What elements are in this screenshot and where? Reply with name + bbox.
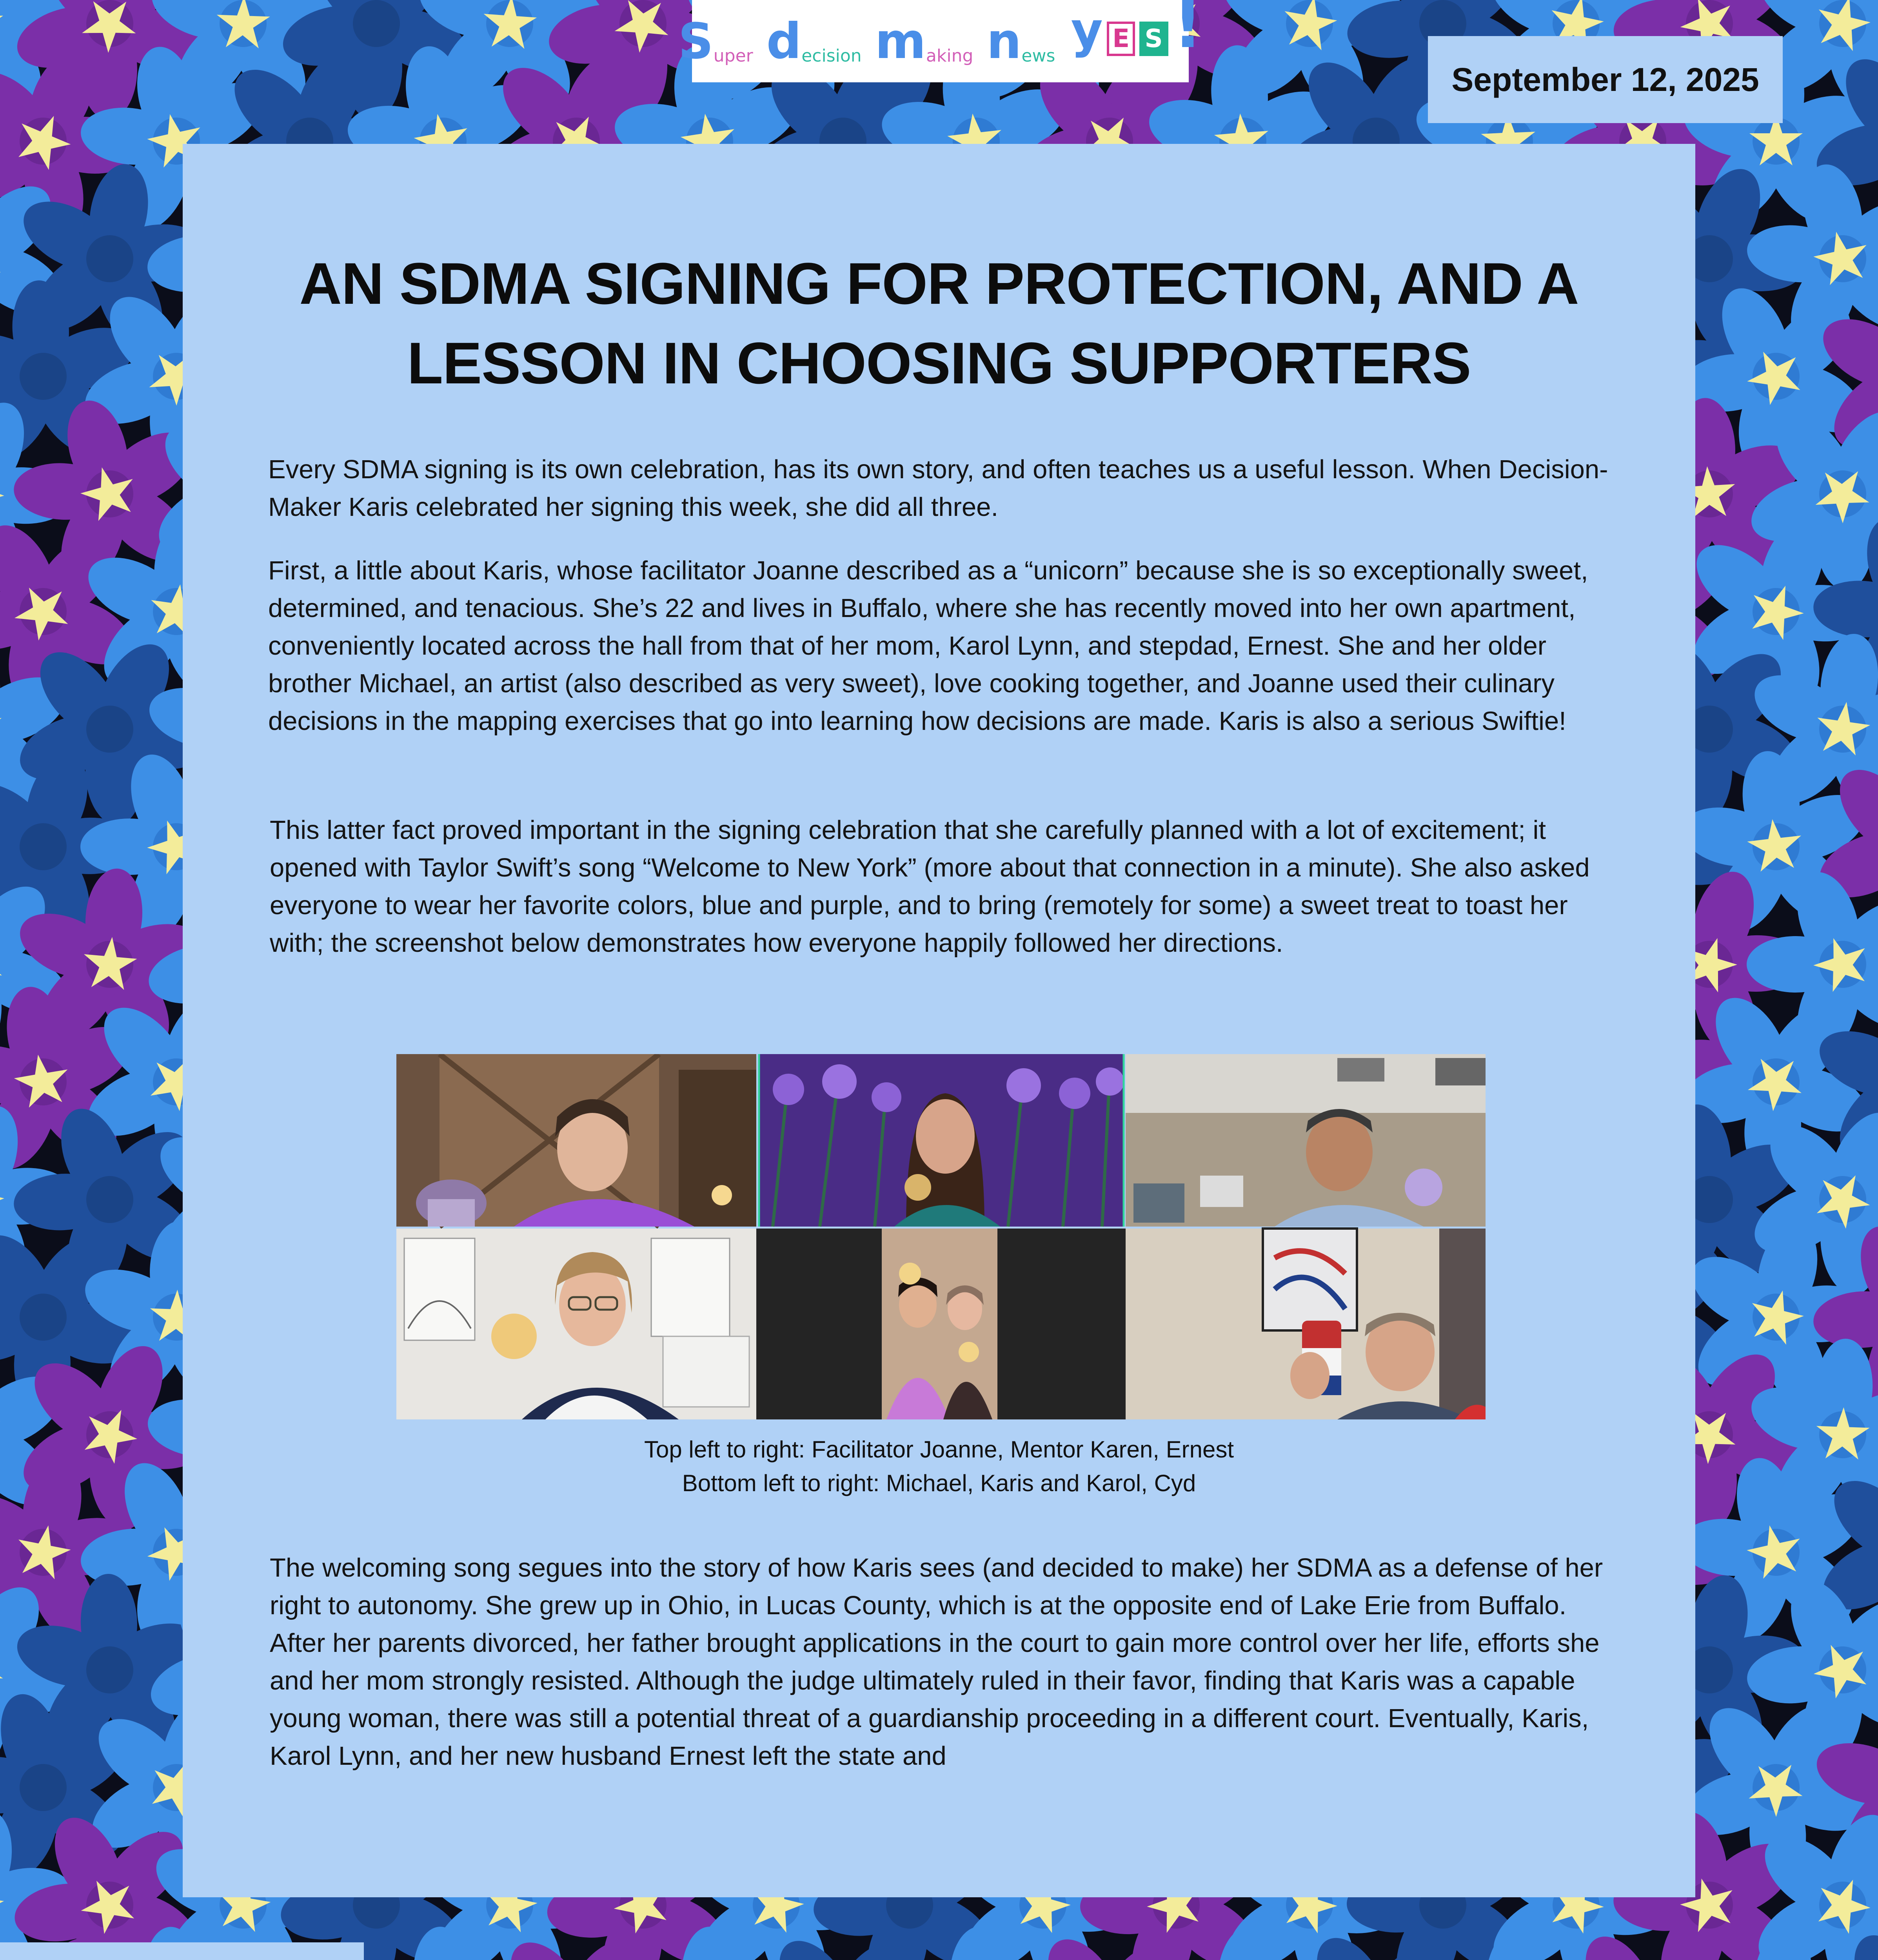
masthead-yes-e: E [1107, 22, 1135, 56]
masthead-word-ecision: ecision [801, 46, 862, 66]
tile-facilitator-joanne [396, 1054, 756, 1227]
tile-karis-and-karol [756, 1229, 1126, 1419]
article-paragraph-2: First, a little about Karis, whose facilitator Joanne described as a “unicorn” because she is so exceptionally sweet, determined, and tenacious. She’s 22 and lives in Buffalo, where she has recently moved into her own apartment, conveniently located across the hall from that of her mom, Karol Lynn, and stepdad, Ernest. She and her older brother Michael, an artist (also described as very sweet), love cooking together, and Joanne used their culinary decisions in the mapping exercises that go into learning how decisions are made. Karis is also a serious Swiftie! [268, 556, 1588, 736]
masthead-letter-d: d [766, 13, 802, 70]
photo-caption [183, 1433, 1695, 1500]
masthead-letter-m: m [875, 13, 926, 70]
tile-michael [396, 1229, 756, 1419]
video-call-grid-photo [396, 1054, 1486, 1419]
headline-line-1: AN SDMA SIGNING FOR PROTECTION, AND A [299, 250, 1579, 316]
tile-cyd [1126, 1229, 1486, 1419]
article-paragraph-1: Every SDMA signing is its own celebration, has its own story, and often teaches us a useful lesson. When Decision-Maker Karis celebrated her signing this week, she did all three. [268, 455, 1608, 522]
masthead-logo [678, 0, 1203, 82]
caption-line-2: Bottom left to right: Michael, Karis and Karol, Cyd [682, 1470, 1196, 1496]
tile-mentor-karen [759, 1054, 1124, 1227]
tile-ernest [1126, 1054, 1486, 1227]
headline-line-2: LESSON IN CHOOSING SUPPORTERS [407, 330, 1471, 396]
masthead-yes-s: S [1139, 22, 1168, 56]
masthead-word-aking: aking [926, 46, 974, 66]
masthead-yes-bang: ! [1173, 0, 1203, 62]
article-panel [183, 144, 1695, 1897]
article-paragraph-3: This latter fact proved important in the signing celebration that she carefully planned with a lot of excitement; it opened with Taylor Swift’s song “Welcome to New York” (more about that connection in a minute). She also asked everyone to wear her favorite colors, blue and purple, and to bring (remotely for some) a sweet treat to toast her with; the screenshot below demonstrates how everyone happily followed her directions. [270, 815, 1590, 958]
masthead-word-ews: ews [1021, 46, 1055, 66]
masthead-letter-n: n [986, 13, 1022, 70]
issue-date: September 12, 2025 [1428, 36, 1783, 123]
masthead-yes [1071, 0, 1202, 66]
masthead-word-uper: uper [713, 46, 753, 66]
article-headline [183, 244, 1695, 403]
caption-line-1: Top left to right: Facilitator Joanne, Mentor Karen, Ernest [644, 1436, 1234, 1463]
masthead-letter-s: S [678, 13, 714, 70]
article-paragraph-4: The welcoming song segues into the story of how Karis sees (and decided to make) her SDMA as a defense of her right to autonomy. She grew up in Ohio, in Lucas County, which is at the opposite end of Lake Erie from Buffalo. After her parents divorced, her father brought applications in the court to gain more control over her life, efforts she and her mom strongly resisted. Although the judge ultimately ruled in their favor, finding that Karis was a capable young woman, there was still a potential threat of a guardianship proceeding in a different court. Eventually, Karis, Karol Lynn, and her new husband Ernest left the state and [270, 1553, 1603, 1771]
masthead-yes-y: y [1071, 2, 1103, 59]
footer-logo-box [0, 1942, 364, 1960]
